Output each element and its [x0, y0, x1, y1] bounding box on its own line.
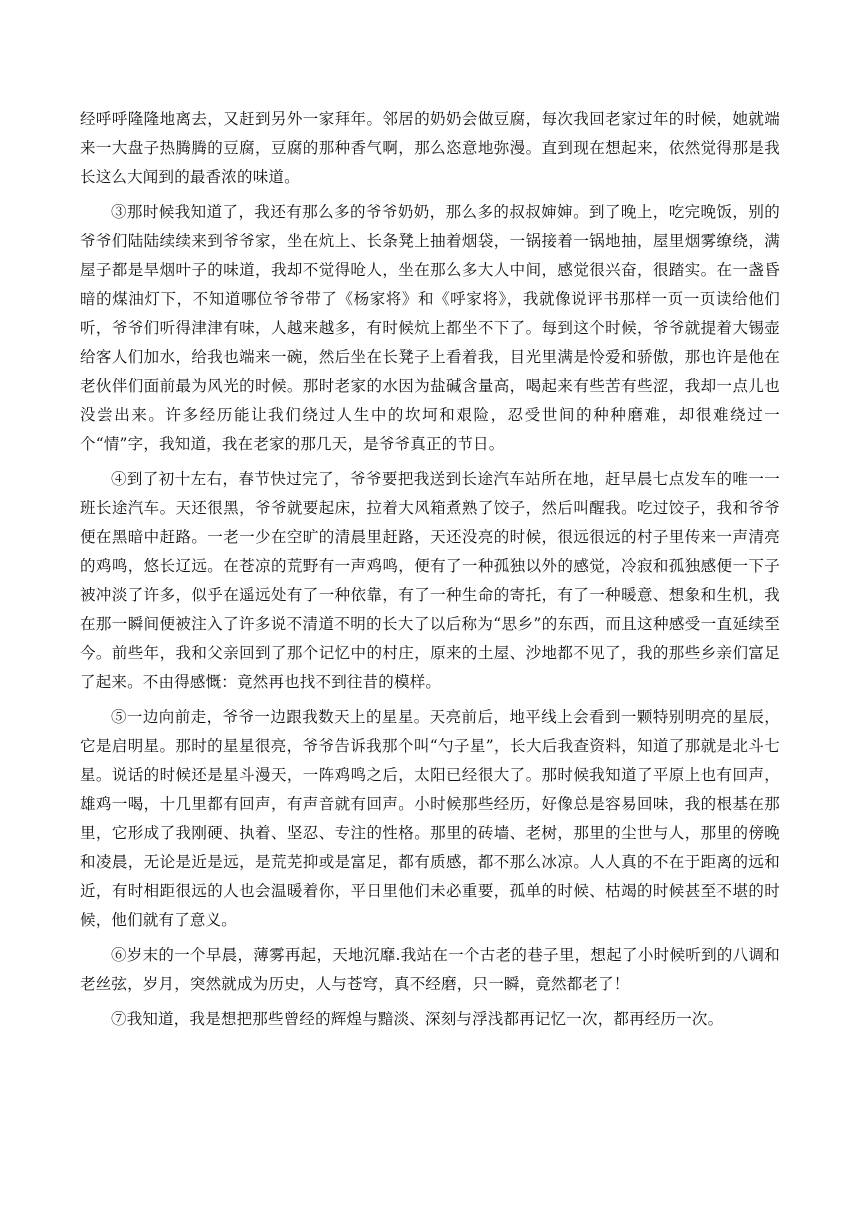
paragraph-6: ⑥岁末的一个早晨，薄雾再起，天地沉靡.我站在一个古老的巷子里，想起了小时候听到的八调和老丝弦，岁月，突然就成为历史，人与苍穹，真不经磨，只一瞬，竟然都老了！ — [80, 946, 780, 993]
paragraph-5: ⑤一边向前走，爷爷一边跟我数天上的星星。天亮前后，地平线上会看到一颗特别明亮的星辰，它是启明星。那时的星星很亮，爷爷告诉我那个叫“勺子星”，长大后我查资料，知道了那就是北斗七星。说话的时候还是星斗漫天，一阵鸡鸣之后，太阳已经很大了。那时候我知道了平原上也有回声，雄鸡一喝，十几里都有回声，有声音就有回声。小时候那些经历，好像总是容易回味，我的根基在那里，它形成了我刚硬、执着、坚忍、专注的性格。那里的砖墙、老树，那里的尘世与人，那里的傍晚和凌晨，无论是近是远，是荒芜抑或是富足，都有质感，都不那么冰凉。人人真的不在于距离的远和近，有时相距很远的人也会温暖着你，平日里他们未必重要，孤单的时候、枯竭的时候甚至不堪的时候，他们就有了意义。 — [80, 708, 780, 929]
paragraph-continued: 经呼呼隆隆地离去，又赶到另外一家拜年。邻居的奶奶会做豆腐，每次我回老家过年的时候，她就端来一大盘子热腾腾的豆腐，豆腐的那种香气啊，那么恣意地弥漫。直到现在想起来，依然觉得那是我长这么大闻到的最香浓的味道。 — [80, 110, 780, 186]
paragraph-3: ③那时候我知道了，我还有那么多的爷爷奶奶，那么多的叔叔婶婶。到了晚上，吃完晚饭，别的爷爷们陆陆续续来到爷爷家，坐在炕上、长条凳上抽着烟袋，一锅接着一锅地抽，屋里烟雾缭绕，满屋子都是旱烟叶子的味道，我却不觉得呛人，坐在那么多大人中间，感觉很兴奋，很踏实。在一盏昏暗的煤油灯下，不知道哪位爷爷带了《杨家将》和《呼家将》，我就像说评书那样一页一页读给他们听，爷爷们听得津津有味，人越来越多，有时候炕上都坐不下了。每到这个时候，爷爷就提着大锡壶给客人们加水，给我也端来一碗，然后坐在长凳子上看着我，目光里满是怜爱和骄傲，那也许是他在老伙伴们面前最为风光的时候。那时老家的水因为盐碱含量高，喝起来有些苦有些涩，我却一点儿也没尝出来。许多经历能让我们绕过人生中的坎坷和艰险，忍受世间的种种磨难，却很难绕过一个“情”字，我知道，我在老家的那几天，是爷爷真正的节日。 — [80, 203, 780, 453]
paragraph-4: ④到了初十左右，春节快过完了，爷爷要把我送到长途汽车站所在地，赶早晨七点发车的唯一一班长途汽车。天还很黑，爷爷就要起床，拉着大风箱煮熟了饺子，然后叫醒我。吃过饺子，我和爷爷便在黑暗中赶路。一老一少在空旷的清晨里赶路，天还没亮的时候，很远很远的村子里传来一声清亮的鸡鸣，悠长辽远。在苍凉的荒野有一声鸡鸣，便有了一种孤独以外的感觉，冷寂和孤独感便一下子被冲淡了许多，似乎在遥远处有了一种依靠，有了一种生命的寄托，有了一种暖意、想象和生机，我在那一瞬间便被注入了许多说不清道不明的长大了以后称为“思乡”的东西，而且这种感受一直延续至今。前些年，我和父亲回到了那个记忆中的村庄，原来的土屋、沙地都不见了，我的那些乡亲们富足了起来。不由得感慨：竟然再也找不到往昔的模样。 — [80, 470, 780, 691]
paragraph-7: ⑦我知道，我是想把那些曾经的辉煌与黯淡、深刻与浮浅都再记忆一次，都再经历一次。 — [111, 1010, 724, 1028]
article-body — [80, 105, 780, 1040]
